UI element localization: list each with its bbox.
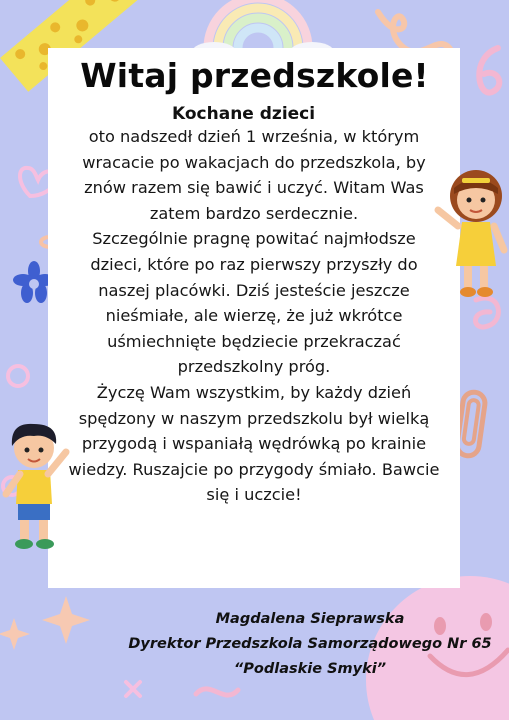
signature-position: Dyrektor Przedszkola Samorządowego Nr 65 (128, 636, 492, 652)
decorative-circle-icon (8, 366, 28, 386)
page-title: Witaj przedszkole! (80, 56, 429, 95)
sparkle-star-icon (0, 618, 30, 650)
letter-body (64, 124, 444, 508)
paperclip-icon (463, 400, 479, 445)
signature-school: “Podlaskie Smyki” (233, 661, 387, 677)
sparkle-star-icon (42, 596, 90, 644)
letter-paragraph: Szczególnie pragnę powitać najmłodsze dzieci, które po raz pierwszy przyszły do naszej placówki. Dziś jesteście jeszcze nieśmiałe, ale wierzę, że już wkrótce uśmiechnięte będziecie przekraczać przedszkolny próg. (90, 229, 418, 377)
boy-illustration (0, 418, 74, 554)
letter-paragraph: oto nadszedł dzień 1 września, w którym wracacie po wakacjach do przedszkola, by znów razem się bawić i uczyć. Witam Was zatem bardzo serdecznie. (82, 127, 426, 223)
swirl-squiggle-icon (378, 12, 452, 52)
greeting-heading: Kochane dzieci (172, 104, 316, 124)
signature-name: Magdalena Sieprawska (215, 611, 405, 627)
letter-paragraph: Życzę Wam wszystkim, by każdy dzień spędzony w naszym przedszkolu był wielką przygodą i wspaniałą wędrówką po krainie wiedzy. Ruszajcie po przygody śmiało. Bawcie się i uczcie! (68, 382, 440, 505)
cross-icon (126, 682, 140, 696)
swirl-squiggle-icon (196, 689, 238, 695)
